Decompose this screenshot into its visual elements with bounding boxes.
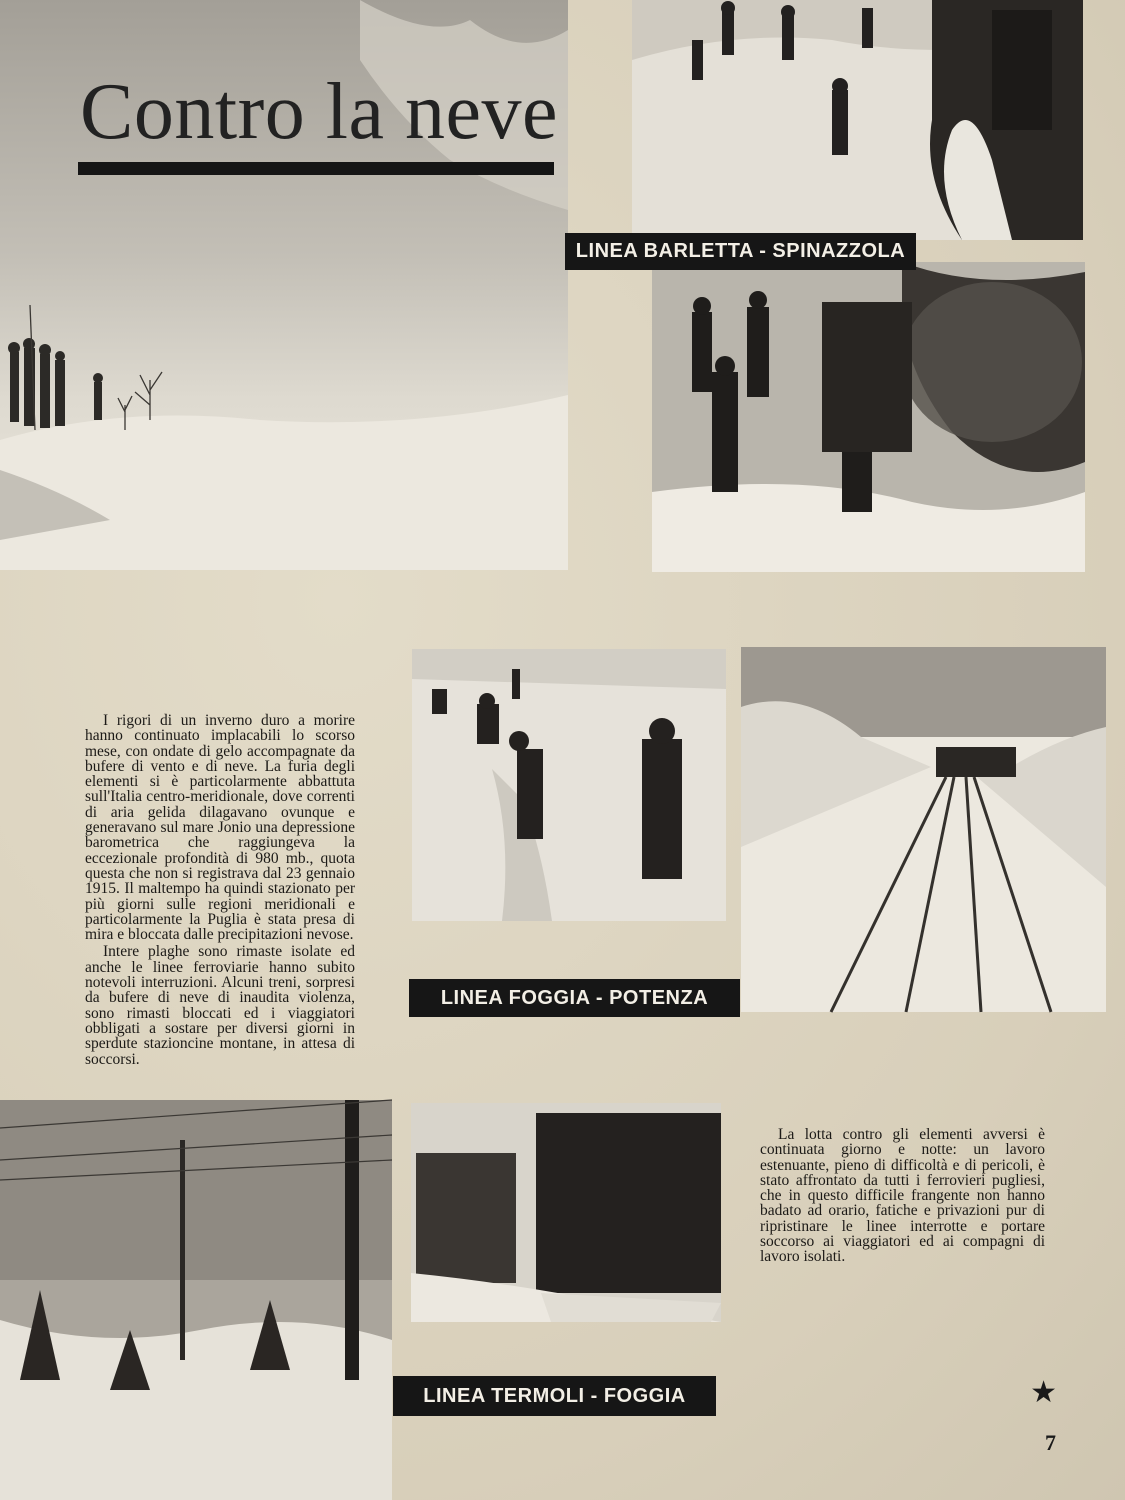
photo-overhead-lines [0, 1100, 392, 1500]
paragraph-1: I rigori di un inverno duro a morire hanno continuato implacabili lo scorso mese, con ondate di gelo accompagnate da bufere di vento e di neve. La furia degli elementi si è particolarmente abbattuta sull'Italia centro-meridionale, dove correnti di aria gelida dilagavano ovunque e generavano sul mare Jonio una depressione barometrica che raggiungeva la eccezionale profondità di 980 mb., quota questa che non si registrava dal 23 gennaio 1915. Il maltempo ha quindi stazionato per più giorni sulle regioni meridionali e particolarmente la Puglia è stata presa di mira e bloccata dalle precipitazioni nevose. [85, 712, 355, 944]
page-number: 7 [1045, 1430, 1056, 1455]
caption-barletta-spinazzola: LINEA BARLETTA - SPINAZZOLA [565, 233, 916, 270]
photo-locomotive-clearing [652, 262, 1085, 572]
caption-foggia-potenza: LINEA FOGGIA - POTENZA [409, 979, 740, 1017]
caption-termoli-foggia: LINEA TERMOLI - FOGGIA [393, 1376, 716, 1416]
photo-freight-cars [411, 1103, 721, 1322]
photo-workers-shoveling [632, 0, 1083, 240]
title-rule [78, 162, 554, 175]
article-title: Contro la neve [80, 68, 558, 156]
end-star-icon: ★ [1030, 1376, 1057, 1409]
body-column-right [760, 1127, 1045, 1265]
paragraph-3: La lotta contro gli elementi avversi è continuata giorno e notte: un lavoro estenuante, pieno di difficoltà e di pericoli, è stato affrontato da tutti i ferrovieri pugliesi, che in questo difficile frangente non hanno badato ad orario, fatiche e privazioni pur di ripristinare le linee interrotte e portare soccorso ai viaggiatori ed ai compagni di lavoro isolati. [760, 1126, 1045, 1266]
photo-tracks-in-snow [741, 647, 1106, 1012]
paragraph-2: Intere plaghe sono rimaste isolate ed anche le linee ferroviarie hanno subito notevoli interruzioni. Alcuni treni, sorpresi da bufere di neve di inaudita violenza, sono rimasti bloccati ed i viaggiatori obbligati a sostare per diversi giorni in sperdute stazioncine montane, in attesa di soccorsi. [85, 943, 355, 1068]
photo-snow-trench [412, 649, 726, 921]
body-column-left [85, 712, 355, 1068]
